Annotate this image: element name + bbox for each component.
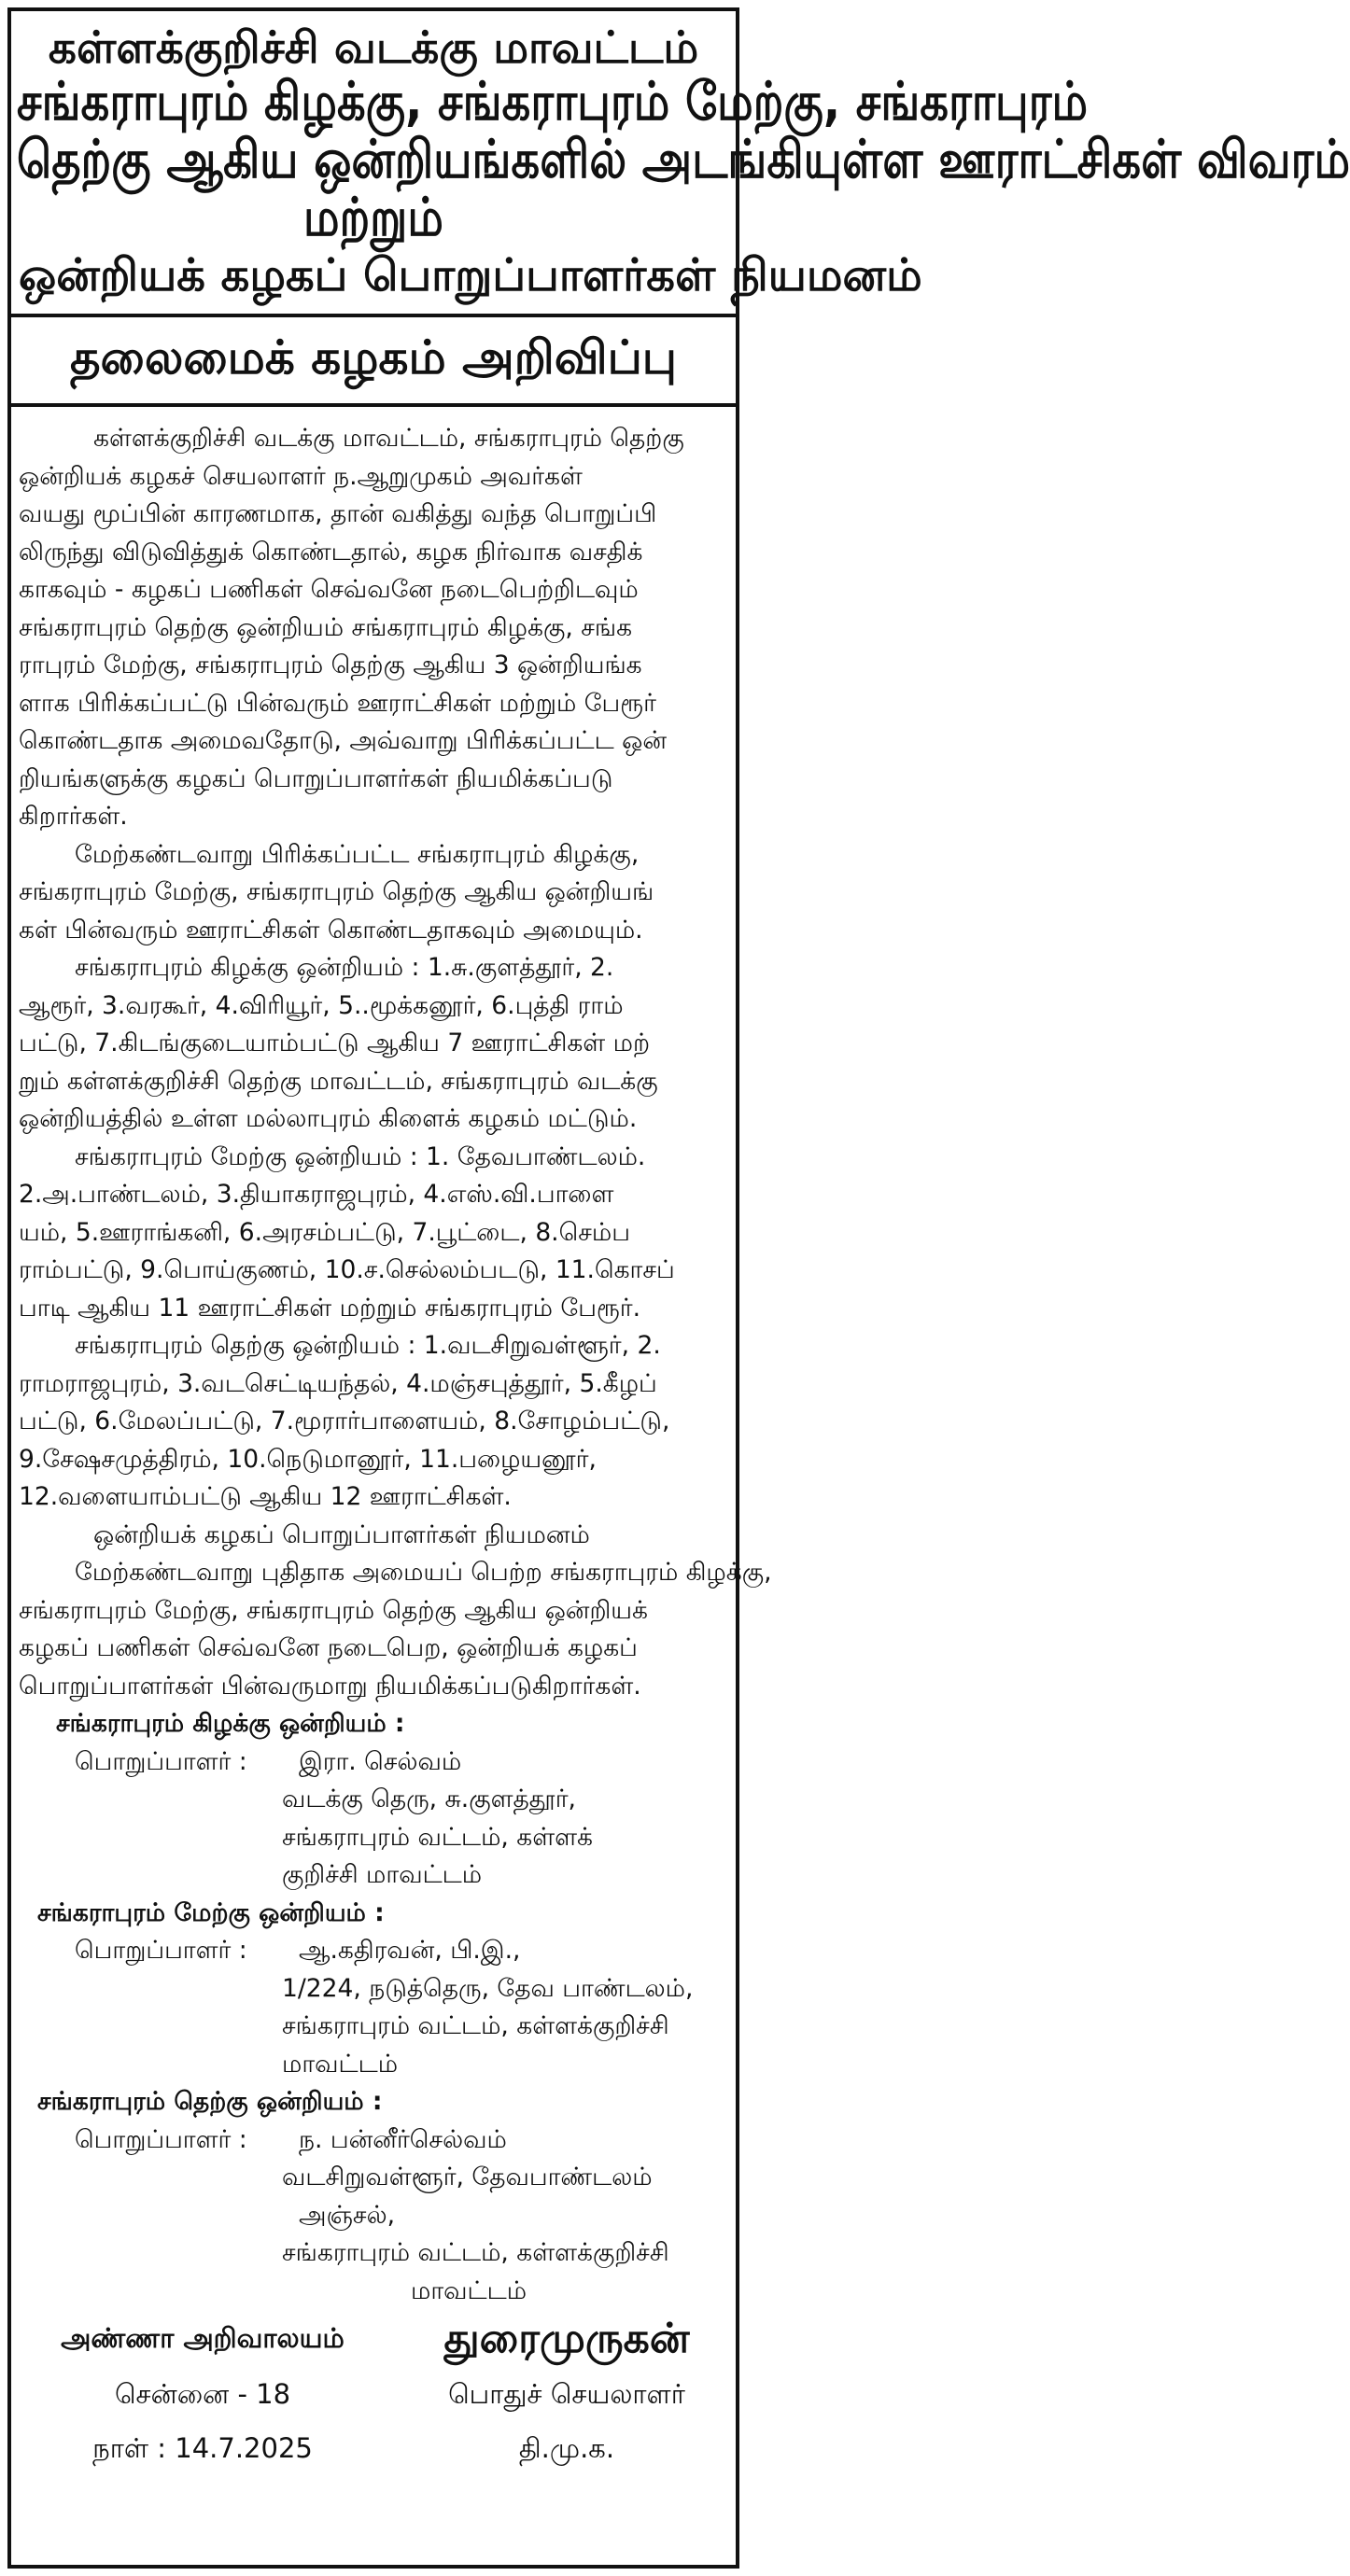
body-line: ராமராஜபுரம், 3.வடசெட்டியந்தல், 4.மஞ்சபுத்தூர், 5.கீழப் — [19, 1368, 657, 1398]
responsible-label: பொறுப்பாளர் : — [75, 2124, 247, 2154]
body-line: காகவும் - கழகப் பணிகள் செவ்வனே நடைபெற்றிடவும் — [19, 575, 639, 604]
responsible-east — [19, 1743, 736, 1782]
responsible-west — [19, 1932, 736, 1970]
body-line: மேற்கண்டவாறு பிரிக்கப்பட்ட சங்கராபுரம் கிழக்கு, — [75, 839, 640, 869]
body-line: பட்டு, 7.கிடங்குடையாம்பட்டு ஆகிய 7 ஊராட்சிகள் மற் — [19, 1029, 650, 1057]
responsible-name: இரா. செல்வம் — [299, 1746, 462, 1776]
signatory-designation: பொதுச் செயலாளர் — [448, 2378, 685, 2410]
header-unions-line2: தெற்கு ஆகிய ஒன்றியங்களில் அடங்கியுள்ள ஊராட்சிகள் விவரம் — [17, 128, 1350, 191]
body-line: கழகப் பணிகள் செவ்வனே நடைபெற, ஒன்றியக் கழகப் — [19, 1633, 638, 1662]
header-appointment: ஒன்றியக் கழகப் பொறுப்பாளர்கள் நியமனம் — [19, 249, 922, 301]
body-line: ஆரூர், 3.வரகூர், 4.விரியூர், 5..மூக்கனூர், 6.புத்தி ராம் — [19, 990, 624, 1020]
body-line: சங்கராபுரம் மேற்கு, சங்கராபுரம் தெற்கு ஆகிய ஒன்றியங் — [19, 877, 654, 906]
body-line: பாடி ஆகிய 11 ஊராட்சிகள் மற்றும் சங்கராபுரம் பேரூர். — [19, 1293, 641, 1323]
signatory-name: துரைமுருகன் — [443, 2315, 690, 2362]
body-line: ராபுரம் மேற்கு, சங்கராபுரம் தெற்கு ஆகிய 3 ஒன்றியங்க — [19, 651, 642, 679]
responsible-south — [19, 2121, 736, 2160]
body-line: மேற்கண்டவாறு புதிதாக அமையப் பெற்ற சங்கராபுரம் கிழக்கு, — [75, 1558, 772, 1587]
body-line: ளாக பிரிக்கப்பட்டு பின்வரும் ஊராட்சிகள் மற்றும் பேரூர் — [19, 688, 656, 718]
body-line: ராம்பட்டு, 9.பொய்குணம், 10.ச.செல்லம்படடு, 11.கொசப் — [19, 1255, 675, 1284]
body-line: வயது மூப்பின் காரணமாக, தான் வகித்து வந்த பொறுப்பி — [19, 499, 657, 528]
responsible-label: பொறுப்பாளர் : — [75, 1746, 247, 1776]
office-city: சென்னை - 18 — [114, 2378, 291, 2410]
body-line: பட்டு, 6.மேலப்பட்டு, 7.மூரார்பாளையம், 8.சோழம்பட்டு, — [19, 1407, 670, 1435]
notice-title: தலைமைக் கழகம் அறிவிப்பு — [69, 329, 678, 385]
notice-body — [11, 407, 772, 2310]
body-line: சங்கராபுரம் மேற்கு, சங்கராபுரம் தெற்கு ஆகிய ஒன்றியக் — [19, 1595, 648, 1625]
header-district: கள்ளக்குறிச்சி வடக்கு மாவட்டம் — [48, 22, 699, 74]
announcement-frame — [7, 7, 1350, 2569]
body-line: யம், 5.ஊராங்கனி, 6.அரசம்பட்டு, 7.பூட்டை, 8.செம்ப — [19, 1217, 630, 1247]
body-line: ஒன்றியக் கழகச் செயலாளர் ந.ஆறுமுகம் அவர்கள் — [19, 461, 583, 491]
party-name: தி.மு.க. — [518, 2432, 615, 2464]
body-line: 2.அ.பாண்டலம், 3.தியாகராஜபுரம், 4.எஸ்.வி.பாளை — [19, 1180, 614, 1209]
address-line: 1/224, நடுத்தெரு, தேவ பாண்டலம், — [282, 1973, 694, 2003]
address-line: வடசிறுவள்ளூர், தேவபாண்டலம் — [282, 2163, 653, 2191]
address-line: வடக்கு தெரு, சு.குளத்தூர், — [282, 1785, 576, 1813]
body-line: 12.வளையாம்பட்டு ஆகிய 12 ஊராட்சிகள். — [19, 1482, 512, 1511]
body-line: 9.சேஷசமுத்திரம், 10.நெடுமானூர், 11.பழையனூர், — [19, 1444, 597, 1474]
body-line: சங்கராபுரம் கிழக்கு ஒன்றியம் : 1.சு.குளத்தூர், 2. — [75, 953, 614, 982]
union-heading-west: சங்கராபுரம் மேற்கு ஒன்றியம் : — [37, 1897, 385, 1927]
address-line: மாவட்டம் — [282, 2049, 399, 2079]
office-name: அண்ணா அறிவாலயம் — [61, 2322, 345, 2354]
body-line: றும் கள்ளக்குறிச்சி தெற்கு மாவட்டம், சங்கராபுரம் வடக்கு — [19, 1066, 658, 1096]
body-line: றியங்களுக்கு கழகப் பொறுப்பாளர்கள் நியமிக்கப்படு — [19, 763, 613, 793]
body-line: பொறுப்பாளர்கள் பின்வருமாறு நியமிக்கப்படுகிறார்கள். — [19, 1671, 641, 1701]
responsible-name: ந. பன்னீர்செல்வம் — [299, 2124, 507, 2154]
body-line: கள்ளக்குறிச்சி வடக்கு மாவட்டம், சங்கராபுரம் தெற்கு — [93, 424, 684, 453]
address-line: குறிச்சி மாவட்டம் — [282, 1860, 483, 1889]
address-line: சங்கராபுரம் வட்டம், கள்ளக்குறிச்சி — [282, 2238, 669, 2267]
body-line: சங்கராபுரம் மேற்கு ஒன்றியம் : 1. தேவபாண்டலம். — [75, 1141, 646, 1171]
union-heading-south: சங்கராபுரம் தெற்கு ஒன்றியம் : — [37, 2087, 383, 2116]
address-line: அஞ்சல், — [299, 2200, 396, 2230]
notice-date: நாள் : 14.7.2025 — [92, 2432, 313, 2464]
address-line: மாவட்டம் — [411, 2275, 527, 2305]
body-line: ஒன்றியத்தில் உள்ள மல்லாபுரம் கிளைக் கழகம் மட்டும். — [19, 1104, 638, 1133]
body-line: கொண்டதாக அமைவதோடு, அவ்வாறு பிரிக்கப்பட்ட ஒன் — [19, 726, 668, 755]
header-unions-line1: சங்கராபுரம் கிழக்கு, சங்கராபுரம் மேற்கு, சங்கராபுரம் — [17, 70, 1089, 133]
header-and: மற்றும் — [302, 186, 444, 249]
body-line: கள் பின்வரும் ஊராட்சிகள் கொண்டதாகவும் அமையும். — [19, 915, 643, 945]
body-line: சங்கராபுரம் தெற்கு ஒன்றியம் : 1.வடசிறுவள்ளூர், 2. — [75, 1331, 661, 1360]
responsible-name: ஆ.கதிரவன், பி.இ., — [299, 1936, 521, 1965]
union-heading-east: சங்கராபுரம் கிழக்கு ஒன்றியம் : — [56, 1709, 405, 1738]
address-line: சங்கராபுரம் வட்டம், கள்ளக்குறிச்சி — [282, 2011, 669, 2040]
signature-block — [11, 2313, 736, 2565]
title-box — [11, 317, 736, 403]
body-line: லிருந்து விடுவித்துக் கொண்டதால், கழக நிர்வாக வசதிக் — [19, 537, 643, 567]
section-heading: ஒன்றியக் கழகப் பொறுப்பாளர்கள் நியமனம் — [93, 1519, 590, 1549]
body-line: கிறார்கள். — [19, 802, 128, 831]
responsible-label: பொறுப்பாளர் : — [75, 1936, 247, 1965]
address-line: சங்கராபுரம் வட்டம், கள்ளக் — [282, 1822, 593, 1852]
body-line: சங்கராபுரம் தெற்கு ஒன்றியம் சங்கராபுரம் கிழக்கு, சங்க — [19, 612, 633, 642]
